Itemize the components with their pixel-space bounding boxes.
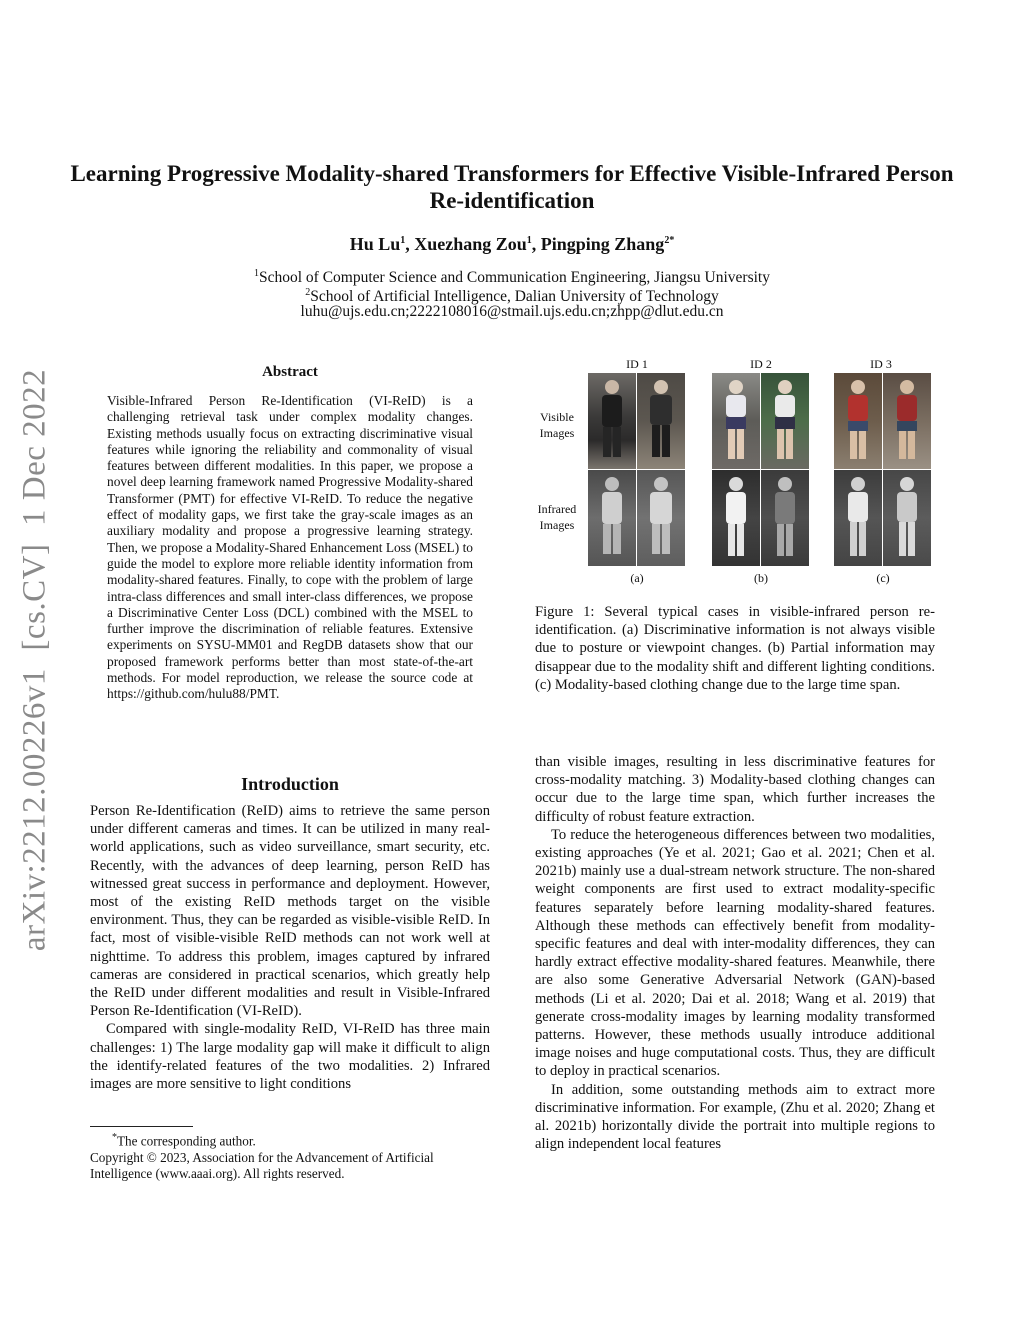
person-silhouette-icon [588,373,636,469]
figure-sublabel: (b) [754,571,768,585]
affiliation-mark: 1 [254,268,259,279]
visible-image-id2-b [761,373,809,469]
paper-title: Learning Progressive Modality-shared Transformers for Effective Visible-Infrared Person Re-identification [70,161,954,213]
visible-image-id1-b [637,373,685,469]
person-silhouette-icon [712,373,760,469]
row-label-line: Visible [540,410,574,424]
author-name: Pingping Zhang [540,234,665,254]
introduction-right-column [535,753,935,1153]
row-label-line: Images [539,426,575,440]
row-label-line: Images [539,518,575,532]
author-affiliation-mark: 2* [664,235,675,246]
abstract-heading: Abstract [262,364,318,380]
paragraph: To reduce the heterogeneous differences between two modalities, existing approaches (Ye et al. 2021; Gao et al. 2021; Chen et al. 2021b) mainly use a dual-stream network structure. The non-shared weight components are first used to extract modality-specific features separately before learning modality-shared features. Although these methods can effectively benefit from modality-specific features and deal with inter-modality differences, they can hardly extract effective modality-shared features. Meanwhile, there are also some Generative Adversarial Network (GAN)-based methods (Li et al. 2020; Dai et al. 2018; Wang et al. 2019) that generate cross-modality images by learning modality transformed patterns. However, these methods usually introduce additional image noises and huge computational costs. Thus, they are difficult to deploy in practical scenarios. [535,826,935,1080]
figure-1-caption: Figure 1: Several typical cases in visible-infrared person re-identification. (a) Discriminative information is not always visible due to posture or viewpoint changes. (b) Partial information may disappear due to the modality shift and different lighting conditions. (c) Modality-based clothing change due to the large time span. [535,604,935,693]
infrared-image-id2-b [761,470,809,566]
visible-image-id3-b [883,373,931,469]
person-silhouette-icon [637,470,685,566]
row-label-line: Infrared [537,502,577,516]
arxiv-stamp [10,360,60,960]
introduction-heading: Introduction [241,774,339,794]
footnote-text: The corresponding author. [117,1133,256,1149]
footnote [90,1130,490,1183]
paragraph: Person Re-Identification (ReID) aims to retrieve the same person under different cameras and times. It can be utilized in many real-world applications, such as video surveillance, smart security, etc. Recently, with the advances of deep learning, person ReID has witnessed great success in performance and deployment. However, most of the existing ReID methods target on the visible environment. Thus, they can be regarded as visible-visible ReID. In fact, most of visible-visible ReID methods can not work well at nighttime. To address this problem, images captured by infrared cameras are considered in practical scenarios, which greatly help the ReID under different modalities and result in Visible-Infrared Person Re-Identification (VI-ReID). [90,803,490,1020]
paragraph: Compared with single-modality ReID, VI-ReID has three main challenges: 1) The large modality gap will make it difficult to align the identify-related features of the two modalities. 2) Infrared images are more sensitive to light conditions [90,1021,490,1093]
person-silhouette-icon [883,470,931,566]
figure-row-label-visible [527,409,587,441]
figure-row-label-infrared [527,501,587,533]
footnote-mark: * [112,1132,117,1143]
figure-sublabel: (a) [630,571,644,585]
affiliation-mark: 2 [305,287,311,298]
author-name: Hu Lu [349,234,401,254]
person-silhouette-icon [834,470,882,566]
author-affiliation-mark: 1 [526,235,532,246]
person-silhouette-icon [588,470,636,566]
paragraph: In addition, some outstanding methods aim to extract more discriminative information. For example, (Zhu et al. 2020; Zhang et al. 2021b) horizontally divide the portrait into multiple regions to align independent local features [535,1081,935,1153]
author-emails: luhu@ujs.edu.cn;2222108016@stmail.ujs.edu.cn;zhpp@dlut.edu.cn [300,303,724,320]
figure-1 [525,357,937,592]
footnote-corresponding [90,1130,490,1150]
visible-image-id2-a [712,373,760,469]
figure-column-label: ID 3 [870,357,892,371]
figure-column-label: ID 2 [750,357,772,371]
introduction-left-column [90,802,490,1093]
person-silhouette-icon [883,373,931,469]
infrared-image-id3-b [883,470,931,566]
visible-image-id3-a [834,373,882,469]
infrared-image-id1-a [588,470,636,566]
footnote-rule [90,1126,193,1127]
infrared-image-id3-a [834,470,882,566]
person-silhouette-icon [761,470,809,566]
arxiv-stamp-text: arXiv:2212.00226v1 [cs.CV] 1 Dec 2022 [16,368,53,952]
person-silhouette-icon [761,373,809,469]
author-affiliation-mark: 1 [400,235,406,246]
abstract-text: Visible-Infrared Person Re-Identification (VI-ReID) is a challenging retrieval task under complex modality changes. Existing methods usually focus on extracting discriminative visual features while ignoring the reliability and commonality of visual features between different modalities. In this paper, we propose a novel deep learning framework named Progressive Modality-shared Transformer (PMT) for effective VI-ReID. To reduce the negative effect of modality gaps, we first take the gray-scale images as an auxiliary modality and propose a progressive learning strategy. Then, we propose a Modality-Shared Enhancement Loss (MSEL) to guide the model to explore more reliable identity information from modality-shared features. Finally, to cope with the problem of large intra-class differences and small inter-class differences, we propose a Discriminative Center Loss (DCL) combined with the MSEL to further improve the discrimination of reliable features. Extensive experiments on SYSU-MM01 and RegDB datasets show that our proposed framework performs better than most state-of-the-art methods. For model reproduction, we release the source code at https://github.com/hulu88/PMT. [107,393,473,702]
person-silhouette-icon [637,373,685,469]
author-list: Hu Lu$^1$, Xuezhang Zou$^1$, Pingping Zhang$^{2*}$ [349,234,675,254]
copyright-notice: Copyright © 2023, Association for the Advancement of Artificial Intelligence (www.aaai.org). All rights reserved. [90,1149,434,1182]
figure-column-label: ID 1 [626,357,648,371]
affiliation-text: School of Computer Science and Communication Engineering, Jiangsu University [259,269,770,287]
paragraph: than visible images, resulting in less discriminative features for cross-modality matching. 3) Modality-based clothing changes can occur due to the large time span, which further increases the difficulty of robust feature extraction. [535,754,935,825]
person-silhouette-icon [834,373,882,469]
affiliation-text: School of Artificial Intelligence, Dalian University of Technology [310,288,719,306]
infrared-image-id2-a [712,470,760,566]
person-silhouette-icon [712,470,760,566]
infrared-image-id1-b [637,470,685,566]
visible-image-id1-a [588,373,636,469]
figure-sublabel: (c) [876,571,890,585]
author-name: Xuezhang Zou [414,234,527,254]
